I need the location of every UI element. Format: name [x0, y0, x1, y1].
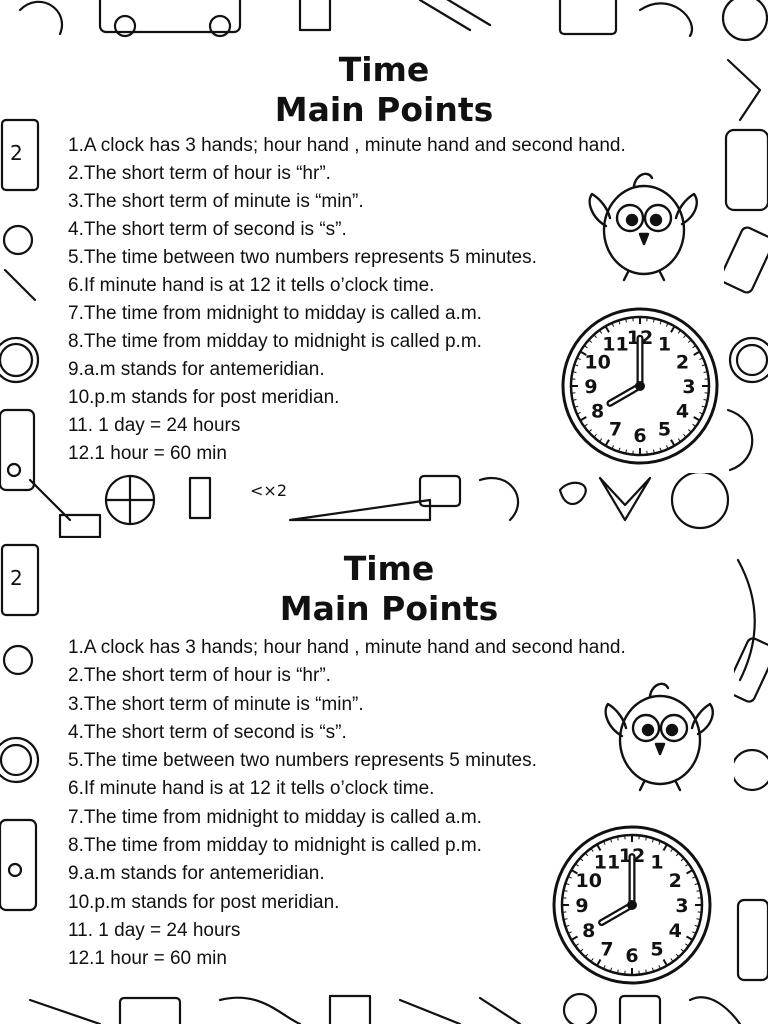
point-item: 6.If minute hand is at 12 it tells o’clock time.: [68, 275, 435, 296]
point-item: 3.The short term of minute is “min”.: [68, 693, 364, 715]
time-notes-card-1: [44, 38, 724, 473]
point-item: 11. 1 day = 24 hours: [68, 415, 241, 436]
clock-numeral: 7: [600, 938, 614, 961]
owl-bird-icon: [600, 676, 718, 792]
point-item: 2.The short term of hour is “hr”.: [68, 665, 331, 687]
owl-bird-icon: [584, 166, 702, 282]
main-points-list: [68, 132, 629, 468]
clock-numeral: 11: [593, 851, 621, 874]
point-item: 5.The time between two numbers represents 5 minutes.: [68, 750, 537, 772]
point-item: 4.The short term of second is “s”.: [68, 219, 347, 240]
point-item: 10.p.m stands for post meridian.: [68, 891, 340, 913]
point-item: 3.The short term of minute is “min”.: [68, 191, 364, 212]
clock-numeral: 5: [657, 418, 672, 441]
point-item: 11. 1 day = 24 hours: [68, 919, 241, 941]
title-line-1: Time: [338, 50, 430, 89]
clock-numeral: 2: [668, 870, 682, 892]
point-item: 7.The time from midnight to midday is called a.m.: [68, 806, 482, 828]
clock-numeral: 12: [618, 845, 646, 867]
analog-clock-icon: [556, 306, 724, 466]
title-line-2: Main Points: [279, 589, 499, 628]
point-item: 8.The time from midday to midnight is called p.m.: [68, 835, 482, 857]
point-item: 1.A clock has 3 hands; hour hand , minute hand and second hand.: [68, 135, 626, 156]
clock-numeral: 5: [650, 938, 664, 961]
point-item: 12.1 hour = 60 min: [68, 948, 227, 970]
time-notes-card-2: [44, 538, 734, 990]
point-item: 9.a.m stands for antemeridian.: [68, 359, 325, 380]
clock-numeral: 6: [633, 425, 647, 447]
title-line-2: Main Points: [274, 90, 494, 129]
point-item: 2.The short term of hour is “hr”.: [68, 163, 331, 184]
clock-numeral: 10: [575, 870, 602, 892]
clock-numeral: 1: [650, 851, 664, 874]
clock-center-pin: [627, 900, 637, 910]
clock-numeral: 3: [682, 376, 696, 398]
title-line-1: Time: [343, 549, 435, 588]
point-item: 7.The time from midnight to midday is called a.m.: [68, 303, 482, 324]
card-title: [44, 549, 734, 629]
svg-text:2: 2: [10, 566, 23, 590]
analog-clock-icon: [546, 824, 718, 986]
clock-numeral: 3: [675, 895, 689, 917]
point-item: 12.1 hour = 60 min: [68, 443, 227, 464]
clock-numeral: 9: [575, 895, 589, 917]
clock-numeral: 7: [608, 418, 623, 441]
clock-numeral: 2: [675, 351, 690, 374]
clock-numeral: 4: [675, 400, 690, 423]
svg-text:<×2: <×2: [250, 481, 287, 500]
clock-numeral: 11: [602, 333, 629, 356]
svg-text:2: 2: [10, 141, 23, 165]
clock-numeral: 12: [626, 327, 654, 349]
clock-numeral: 1: [657, 333, 672, 356]
point-item: 4.The short term of second is “s”.: [68, 721, 347, 743]
clock-center-pin: [635, 381, 645, 391]
clock-numeral: 8: [582, 920, 596, 942]
card-title: [44, 50, 724, 130]
point-item: 9.a.m stands for antemeridian.: [68, 863, 325, 885]
point-item: 5.The time between two numbers represents 5 minutes.: [68, 247, 537, 268]
main-points-list: [68, 634, 626, 974]
point-item: 6.If minute hand is at 12 it tells o’clock time.: [68, 778, 435, 800]
point-item: 1.A clock has 3 hands; hour hand , minute hand and second hand.: [68, 637, 626, 658]
clock-numeral: 9: [584, 376, 598, 398]
clock-numeral: 4: [668, 920, 682, 942]
point-item: 8.The time from midday to midnight is called p.m.: [68, 331, 482, 352]
point-item: 10.p.m stands for post meridian.: [68, 387, 340, 408]
clock-numeral: 6: [625, 945, 639, 967]
clock-numeral: 10: [584, 351, 611, 374]
clock-numeral: 8: [590, 400, 605, 423]
